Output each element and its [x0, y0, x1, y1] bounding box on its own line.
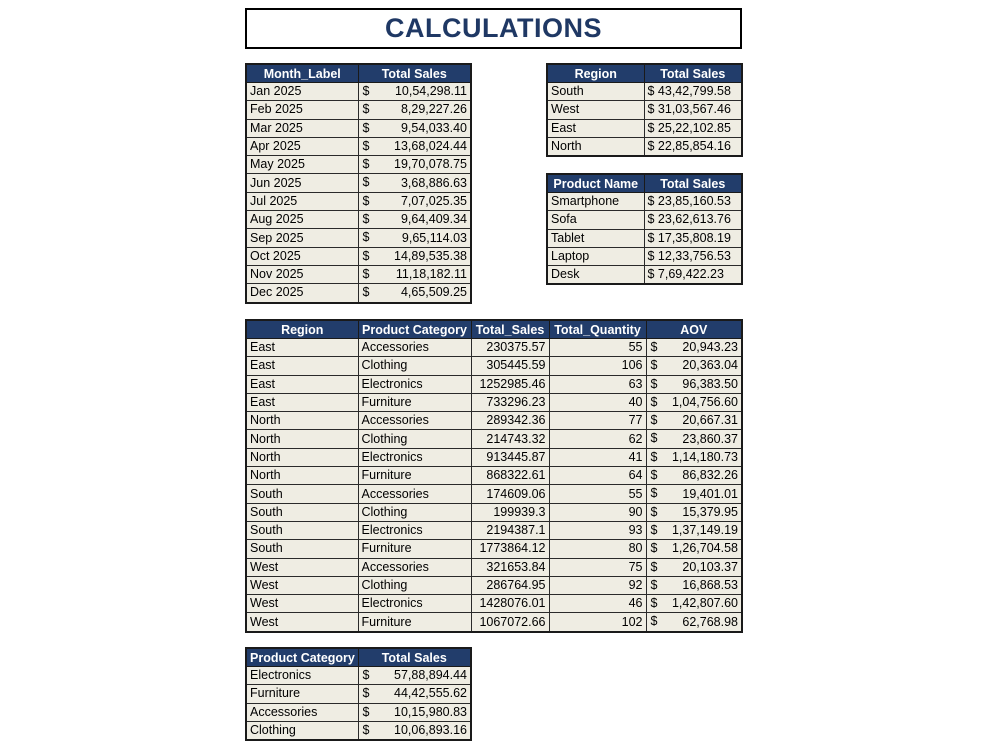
region-cell: West — [246, 595, 358, 613]
category-cell: Electronics — [358, 521, 471, 539]
table-row — [246, 667, 471, 685]
label-cell: Sofa — [547, 211, 644, 229]
table-row — [246, 412, 742, 430]
label-cell: Accessories — [246, 703, 358, 721]
sales-amount: 3,68,886.63 — [400, 175, 467, 190]
sales-cell — [358, 192, 471, 210]
total-quantity-cell: 63 — [549, 375, 646, 393]
table-row — [246, 375, 742, 393]
region-cell: South — [246, 485, 358, 503]
sales-cell — [358, 703, 471, 721]
currency-symbol: $ — [650, 541, 658, 556]
currency-symbol: $ — [362, 248, 370, 263]
currency-symbol: $ — [362, 230, 370, 245]
total-sales-cell: 214743.32 — [471, 430, 549, 448]
table-row — [547, 137, 742, 156]
region-cell: North — [246, 430, 358, 448]
sales-cell — [358, 156, 471, 174]
sales-amount: 8,29,227.26 — [400, 102, 467, 117]
category-cell: Clothing — [358, 503, 471, 521]
sales-amount: 9,54,033.40 — [400, 120, 467, 135]
table-row — [246, 156, 471, 174]
aov-amount: 20,103.37 — [682, 559, 738, 574]
table-row — [246, 558, 742, 576]
table-row — [246, 265, 471, 283]
monthly-sales-table — [245, 63, 472, 304]
sales-cell: $ 12,33,756.53 — [644, 247, 742, 265]
table-row — [246, 467, 742, 485]
currency-symbol: $ — [362, 138, 370, 153]
category-cell: Clothing — [358, 576, 471, 594]
aov-amount: 96,383.50 — [682, 376, 738, 391]
table-row — [547, 101, 742, 119]
aov-amount: 20,363.04 — [682, 358, 738, 373]
column-header: Total Sales — [644, 174, 742, 193]
category-cell: Accessories — [358, 485, 471, 503]
sales-amount: 19,70,078.75 — [394, 157, 467, 172]
sales-amount: 10,54,298.11 — [394, 84, 467, 99]
label-cell: Jun 2025 — [246, 174, 358, 192]
table-row — [547, 247, 742, 265]
sales-amount: 44,42,555.62 — [394, 686, 467, 701]
table-row — [246, 576, 742, 594]
table-row — [246, 119, 471, 137]
region-sales-table — [546, 63, 743, 157]
category-cell: Clothing — [358, 357, 471, 375]
total-sales-cell: 1252985.46 — [471, 375, 549, 393]
total-quantity-cell: 55 — [549, 339, 646, 357]
table-row — [246, 595, 742, 613]
table-header-row — [547, 64, 742, 83]
category-cell: Accessories — [358, 412, 471, 430]
category-cell: Furniture — [358, 613, 471, 632]
label-cell: Jul 2025 — [246, 192, 358, 210]
table-row — [547, 229, 742, 247]
label-cell: Oct 2025 — [246, 247, 358, 265]
total-sales-cell: 1067072.66 — [471, 613, 549, 632]
total-sales-cell: 2194387.1 — [471, 521, 549, 539]
sales-cell — [358, 211, 471, 229]
column-header: Region — [547, 64, 644, 83]
table-row — [246, 703, 471, 721]
region-cell: South — [246, 540, 358, 558]
region-cell: West — [246, 576, 358, 594]
label-cell: Smartphone — [547, 193, 644, 211]
label-cell: Feb 2025 — [246, 101, 358, 119]
category-cell: Furniture — [358, 393, 471, 411]
currency-symbol: $ — [650, 449, 658, 464]
sales-cell — [358, 137, 471, 155]
label-cell: South — [547, 83, 644, 101]
total-sales-cell: 289342.36 — [471, 412, 549, 430]
aov-cell — [646, 467, 742, 485]
table-row — [547, 211, 742, 229]
category-cell: Furniture — [358, 467, 471, 485]
table-header-row — [547, 174, 742, 193]
table-row — [246, 174, 471, 192]
total-quantity-cell: 55 — [549, 485, 646, 503]
table-header-row — [246, 320, 742, 339]
aov-cell — [646, 448, 742, 466]
currency-symbol: $ — [650, 577, 658, 592]
aov-amount: 1,14,180.73 — [671, 449, 738, 464]
region-category-detail-table — [245, 319, 743, 633]
table-row — [246, 613, 742, 632]
aov-cell — [646, 430, 742, 448]
aov-cell — [646, 595, 742, 613]
sales-cell — [358, 119, 471, 137]
total-quantity-cell: 80 — [549, 540, 646, 558]
product-sales-table — [546, 173, 743, 285]
table-header-row — [246, 648, 471, 667]
sales-cell — [358, 284, 471, 303]
sales-cell — [358, 721, 471, 740]
table-row — [246, 721, 471, 740]
aov-amount: 1,42,807.60 — [671, 596, 738, 611]
aov-cell — [646, 412, 742, 430]
label-cell: Furniture — [246, 685, 358, 703]
currency-symbol: $ — [650, 394, 658, 409]
label-cell: Aug 2025 — [246, 211, 358, 229]
region-cell: East — [246, 375, 358, 393]
label-cell: Jan 2025 — [246, 83, 358, 101]
aov-amount: 1,37,149.19 — [671, 523, 738, 538]
total-quantity-cell: 106 — [549, 357, 646, 375]
sales-amount: 10,15,980.83 — [394, 704, 467, 719]
region-cell: North — [246, 448, 358, 466]
column-header: Total Sales — [358, 64, 471, 83]
aov-cell — [646, 576, 742, 594]
currency-symbol: $ — [650, 559, 658, 574]
table-row — [246, 393, 742, 411]
table-row — [547, 193, 742, 211]
aov-amount: 19,401.01 — [682, 486, 738, 501]
column-header: Region — [246, 320, 358, 339]
sales-cell: $ 22,85,854.16 — [644, 137, 742, 156]
region-cell: West — [246, 558, 358, 576]
total-quantity-cell: 62 — [549, 430, 646, 448]
aov-cell — [646, 339, 742, 357]
column-header: Total_Quantity — [549, 320, 646, 339]
sales-cell: $ 43,42,799.58 — [644, 83, 742, 101]
sales-cell — [358, 229, 471, 247]
aov-cell — [646, 503, 742, 521]
region-cell: East — [246, 357, 358, 375]
total-sales-cell: 199939.3 — [471, 503, 549, 521]
currency-symbol: $ — [650, 614, 658, 629]
currency-symbol: $ — [650, 431, 658, 446]
page-title: CALCULATIONS — [245, 8, 742, 49]
region-cell: East — [246, 339, 358, 357]
table-row — [547, 266, 742, 285]
aov-amount: 1,04,756.60 — [671, 395, 738, 410]
column-header: Total Sales — [644, 64, 742, 83]
sales-cell: $ 17,35,808.19 — [644, 229, 742, 247]
aov-amount: 23,860.37 — [682, 431, 738, 446]
total-sales-cell: 1428076.01 — [471, 595, 549, 613]
aov-cell — [646, 485, 742, 503]
total-sales-cell: 174609.06 — [471, 485, 549, 503]
table-row — [246, 540, 742, 558]
currency-symbol: $ — [362, 266, 370, 281]
column-header: Total Sales — [358, 648, 471, 667]
sales-amount: 13,68,024.44 — [394, 139, 467, 154]
total-sales-cell: 868322.61 — [471, 467, 549, 485]
table-row — [246, 339, 742, 357]
currency-symbol: $ — [650, 376, 658, 391]
region-cell: North — [246, 467, 358, 485]
currency-symbol: $ — [650, 486, 658, 501]
aov-amount: 16,868.53 — [682, 578, 738, 592]
currency-symbol: $ — [362, 285, 370, 300]
column-header: Product Category — [246, 648, 358, 667]
region-cell: South — [246, 521, 358, 539]
table-row — [246, 485, 742, 503]
currency-symbol: $ — [650, 596, 658, 611]
label-cell: Sep 2025 — [246, 229, 358, 247]
table-row — [246, 211, 471, 229]
sales-cell: $ 23,62,613.76 — [644, 211, 742, 229]
sales-amount: 11,18,182.11 — [395, 267, 467, 282]
column-header: Product Category — [358, 320, 471, 339]
total-sales-cell: 913445.87 — [471, 448, 549, 466]
total-sales-cell: 230375.57 — [471, 339, 549, 357]
total-quantity-cell: 64 — [549, 467, 646, 485]
category-cell: Electronics — [358, 448, 471, 466]
table-row — [547, 83, 742, 101]
total-quantity-cell: 40 — [549, 393, 646, 411]
currency-symbol: $ — [362, 120, 370, 135]
table-header-row — [246, 64, 471, 83]
currency-symbol: $ — [362, 102, 370, 117]
sales-cell — [358, 667, 471, 685]
table-row — [246, 101, 471, 119]
aov-amount: 62,768.98 — [682, 614, 738, 629]
total-sales-cell: 1773864.12 — [471, 540, 549, 558]
table-row — [246, 229, 471, 247]
category-cell: Electronics — [358, 595, 471, 613]
total-quantity-cell: 77 — [549, 412, 646, 430]
table-row — [246, 357, 742, 375]
aov-amount: 20,943.23 — [682, 340, 738, 355]
table-row — [246, 448, 742, 466]
label-cell: Tablet — [547, 229, 644, 247]
currency-symbol: $ — [362, 686, 370, 701]
currency-symbol: $ — [362, 722, 370, 737]
region-cell: East — [246, 393, 358, 411]
category-sales-table — [245, 647, 472, 741]
sales-amount: 9,64,409.34 — [400, 212, 467, 227]
column-header: Month_Label — [246, 64, 358, 83]
label-cell: West — [547, 101, 644, 119]
currency-symbol: $ — [362, 157, 370, 172]
total-sales-cell: 321653.84 — [471, 558, 549, 576]
category-cell: Furniture — [358, 540, 471, 558]
sales-cell — [358, 265, 471, 283]
sales-amount: 10,06,893.16 — [394, 723, 467, 738]
total-quantity-cell: 93 — [549, 521, 646, 539]
column-header: AOV — [646, 320, 742, 339]
table-row — [246, 247, 471, 265]
currency-symbol: $ — [362, 704, 370, 719]
label-cell: Clothing — [246, 721, 358, 740]
currency-symbol: $ — [362, 212, 370, 227]
label-cell: Mar 2025 — [246, 119, 358, 137]
total-sales-cell: 305445.59 — [471, 357, 549, 375]
sales-amount: 14,89,535.38 — [394, 248, 467, 263]
aov-cell — [646, 393, 742, 411]
aov-amount: 86,832.26 — [682, 468, 738, 483]
label-cell: May 2025 — [246, 156, 358, 174]
currency-symbol: $ — [650, 340, 658, 354]
currency-symbol: $ — [650, 468, 658, 483]
sales-amount: 7,07,025.35 — [400, 193, 467, 208]
category-cell: Electronics — [358, 375, 471, 393]
total-sales-cell: 733296.23 — [471, 393, 549, 411]
sales-cell: $ 23,85,160.53 — [644, 193, 742, 211]
label-cell: Apr 2025 — [246, 137, 358, 155]
aov-cell — [646, 613, 742, 632]
currency-symbol: $ — [650, 504, 658, 519]
total-quantity-cell: 75 — [549, 558, 646, 576]
total-quantity-cell: 92 — [549, 576, 646, 594]
category-cell: Clothing — [358, 430, 471, 448]
table-row — [246, 685, 471, 703]
aov-amount: 1,26,704.58 — [671, 541, 738, 556]
currency-symbol: $ — [650, 358, 658, 373]
sales-cell — [358, 83, 471, 101]
currency-symbol: $ — [362, 193, 370, 208]
aov-cell — [646, 521, 742, 539]
table-row — [246, 430, 742, 448]
label-cell: Desk — [547, 266, 644, 285]
table-row — [246, 137, 471, 155]
aov-cell — [646, 558, 742, 576]
aov-amount: 20,667.31 — [682, 413, 738, 428]
table-row — [246, 192, 471, 210]
sales-cell: $ 25,22,102.85 — [644, 119, 742, 137]
currency-symbol: $ — [362, 175, 370, 190]
aov-cell — [646, 375, 742, 393]
sales-amount: 4,65,509.25 — [400, 285, 467, 300]
label-cell: Dec 2025 — [246, 284, 358, 303]
sales-cell: $ 7,69,422.23 — [644, 266, 742, 285]
label-cell: East — [547, 119, 644, 137]
sales-cell: $ 31,03,567.46 — [644, 101, 742, 119]
column-header: Total_Sales — [471, 320, 549, 339]
total-sales-cell: 286764.95 — [471, 576, 549, 594]
aov-amount: 15,379.95 — [682, 504, 738, 519]
table-row — [246, 284, 471, 303]
table-row — [246, 83, 471, 101]
region-cell: South — [246, 503, 358, 521]
table-row — [246, 521, 742, 539]
total-quantity-cell: 46 — [549, 595, 646, 613]
sales-cell — [358, 174, 471, 192]
total-quantity-cell: 41 — [549, 448, 646, 466]
category-cell: Accessories — [358, 339, 471, 357]
table-row — [246, 503, 742, 521]
currency-symbol: $ — [650, 413, 658, 428]
aov-cell — [646, 540, 742, 558]
sales-amount: 9,65,114.03 — [401, 230, 467, 245]
region-cell: North — [246, 412, 358, 430]
total-quantity-cell: 90 — [549, 503, 646, 521]
sales-cell — [358, 101, 471, 119]
column-header: Product Name — [547, 174, 644, 193]
currency-symbol: $ — [362, 668, 370, 682]
sales-cell — [358, 247, 471, 265]
currency-symbol: $ — [650, 522, 658, 537]
sales-amount: 57,88,894.44 — [394, 668, 467, 683]
category-cell: Accessories — [358, 558, 471, 576]
label-cell: Laptop — [547, 247, 644, 265]
currency-symbol: $ — [362, 84, 370, 98]
aov-cell — [646, 357, 742, 375]
total-quantity-cell: 102 — [549, 613, 646, 632]
sales-cell — [358, 685, 471, 703]
table-row — [547, 119, 742, 137]
label-cell: North — [547, 137, 644, 156]
label-cell: Electronics — [246, 667, 358, 685]
label-cell: Nov 2025 — [246, 265, 358, 283]
region-cell: West — [246, 613, 358, 632]
